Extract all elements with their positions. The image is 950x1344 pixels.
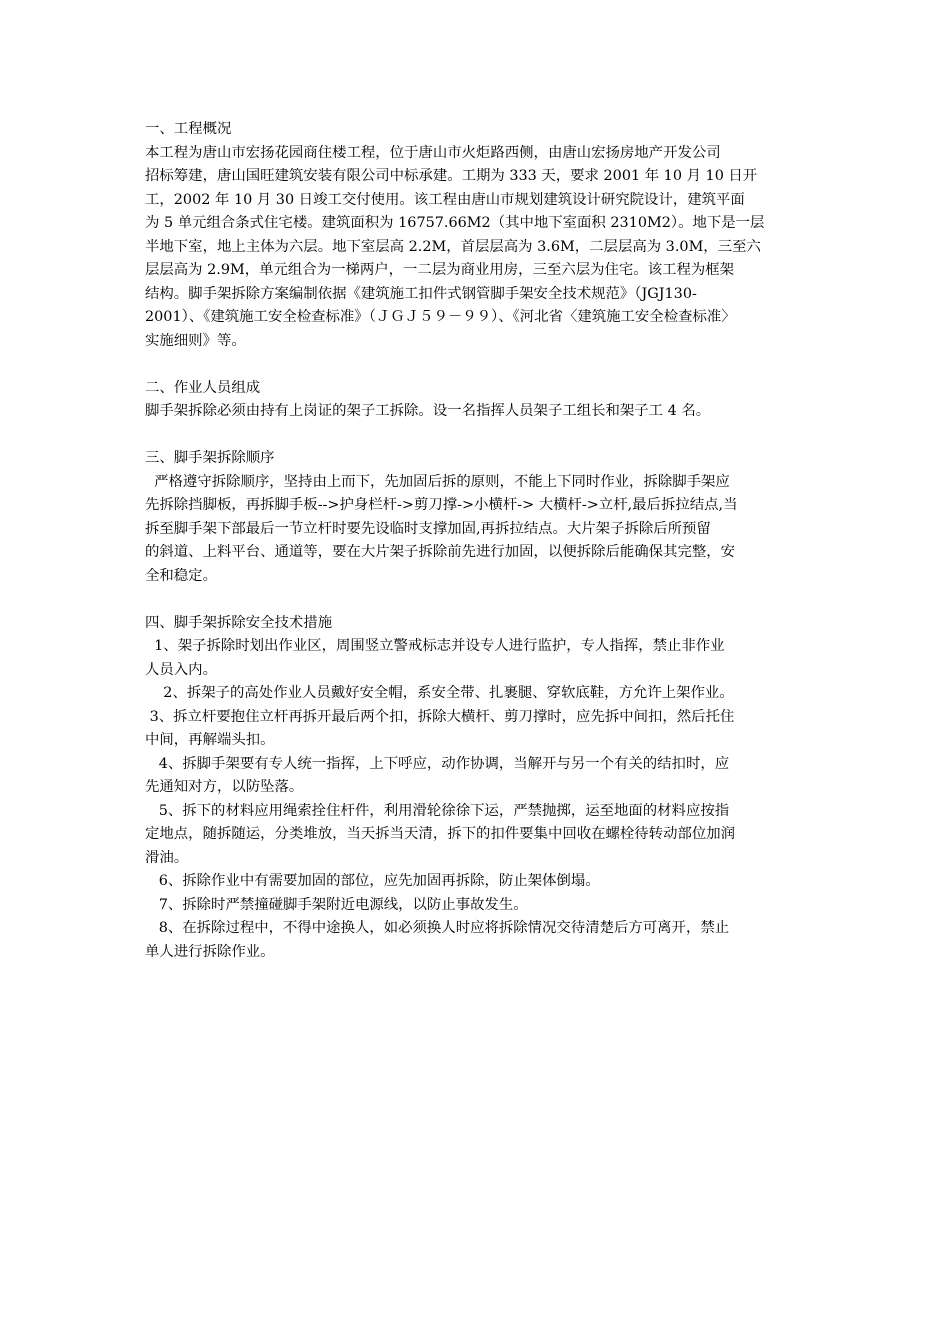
paragraph-line: 拆至脚手架下部最后一节立杆时要先设临时支撑加固,再拆拉结点。大片架子拆除后所预留 xyxy=(145,520,711,537)
paragraph-line: 单人进行拆除作业。 xyxy=(145,943,275,960)
paragraph-line: 1、架子拆除时划出作业区，周围竖立警戒标志并设专人进行监护，专人指挥，禁止非作业 xyxy=(145,638,725,654)
paragraph-line: 半地下室，地上主体为六层。地下室层高 2.2M，首层层高为 3.6M，二层层高为 3.0M，三至六 xyxy=(145,238,761,255)
paragraph-line: 中间，再解端头扣。 xyxy=(145,732,275,748)
paragraph-line: 严格遵守拆除顺序，坚持由上而下，先加固后拆的原则，不能上下同时作业，拆除脚手架应 xyxy=(145,473,730,490)
section-heading-sequence: 三、脚手架拆除顺序 xyxy=(145,450,275,466)
paragraph-line: 结构。脚手架拆除方案编制依据《建筑施工扣件式钢管脚手架安全技术规范》（JGJ130- xyxy=(145,285,697,302)
document-body xyxy=(145,118,811,964)
section-heading-overview: 一、工程概况 xyxy=(145,121,232,137)
paragraph-line: 人员入内。 xyxy=(145,661,217,678)
paragraph-line: 全和稳定。 xyxy=(145,567,217,584)
paragraph-line: 2001）、《建筑施工安全检查标准》（ＪＧＪ５９－９９）、《河北省〈建筑施工安全检查标准〉 xyxy=(145,309,736,325)
paragraph-line: 层层高为 2.9M，单元组合为一梯两户，一二层为商业用房，三至六层为住宅。该工程为框架 xyxy=(145,262,735,278)
paragraph-line: 招标筹建，唐山国旺建筑安装有限公司中标承建。工期为 333 天，要求 2001 年 10 月 10 日开 xyxy=(145,168,758,184)
paragraph-line: 定地点，随拆随运，分类堆放，当天拆当天清，拆下的扣件要集中回收在螺栓待转动部位加润 xyxy=(145,826,736,842)
section-heading-safety: 四、脚手架拆除安全技术措施 xyxy=(145,614,333,631)
paragraph-line: 的斜道、上料平台、通道等，要在大片架子拆除前先进行加固，以便拆除后能确保其完整，安 xyxy=(145,544,736,560)
paragraph-line: 工，2002 年 10 月 30 日竣工交付使用。该工程由唐山市规划建筑设计研究院设计，建筑平面 xyxy=(145,191,745,208)
paragraph-line: 为 5 单元组合条式住宅楼。建筑面积为 16757.66M2（其中地下室面积 2310M2）。地下是一层 xyxy=(145,215,765,231)
paragraph-line: 实施细则》等。 xyxy=(145,332,246,349)
paragraph-line: 2、拆架子的高处作业人员戴好安全帽，系安全带、扎裹腿、穿软底鞋，方允许上架作业。 xyxy=(145,685,734,701)
paragraph-line: 脚手架拆除必须由持有上岗证的架子工拆除。设一名指挥人员架子工组长和架子工 4 名。 xyxy=(145,403,711,419)
paragraph-line: 6、拆除作业中有需要加固的部位，应先加固再拆除，防止架体倒塌。 xyxy=(145,873,600,889)
paragraph-line: 4、拆脚手架要有专人统一指挥，上下呼应，动作协调，当解开与另一个有关的结扣时，应 xyxy=(145,755,730,772)
paragraph-line: 本工程为唐山市宏扬花园商住楼工程，位于唐山市火炬路西侧，由唐山宏扬房地产开发公司 xyxy=(145,144,721,161)
paragraph-line: 7、拆除时严禁撞碰脚手架附近电源线，以防止事故发生。 xyxy=(145,896,528,913)
paragraph-line: 先通知对方，以防坠落。 xyxy=(145,779,304,795)
paragraph-line: 8、在拆除过程中，不得中途换人，如必须换人时应将拆除情况交待清楚后方可离开，禁止 xyxy=(145,920,730,936)
blank-line xyxy=(145,588,811,612)
blank-line xyxy=(145,424,811,448)
paragraph-line: 3、拆立杆要抱住立杆再拆开最后两个扣，拆除大横杆、剪刀撑时，应先拆中间扣，然后托住 xyxy=(145,708,735,725)
paragraph-line: 先拆除挡脚板，再拆脚手板-->护身栏杆->剪刀撑->小横杆-> 大横杆->立杆,最后拆拉结点,当 xyxy=(145,497,738,513)
section-heading-personnel: 二、作业人员组成 xyxy=(145,379,261,396)
paragraph-line: 5、拆下的材料应用绳索拴住杆件，利用滑轮徐徐下运，严禁抛掷，运至地面的材料应按指 xyxy=(145,802,730,819)
blank-line xyxy=(145,353,811,377)
paragraph-line: 滑油。 xyxy=(145,849,189,866)
